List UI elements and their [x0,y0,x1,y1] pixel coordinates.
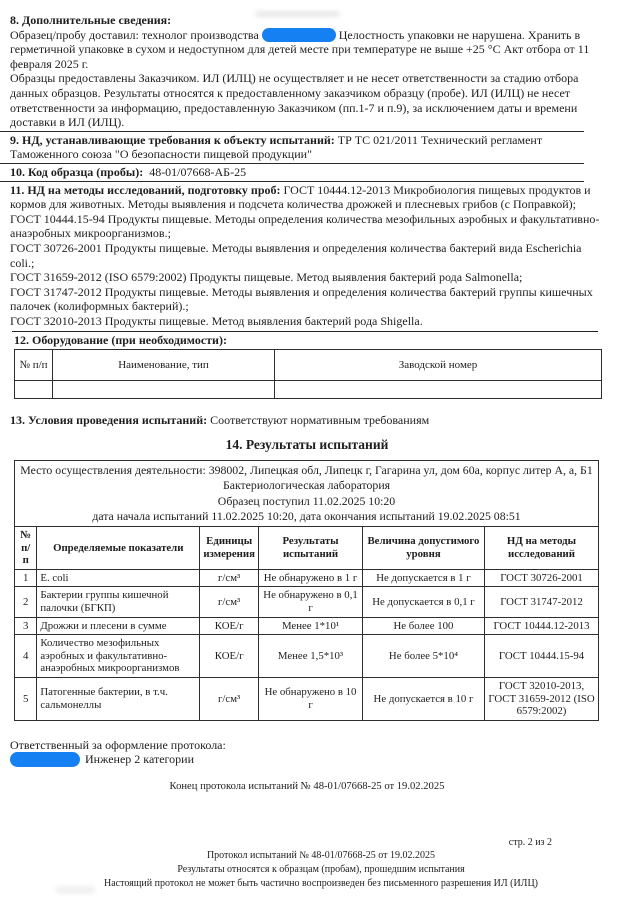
redaction-bar-signature [10,752,80,767]
empty-cell [15,381,53,399]
indicator-cell: Количество мезофильных аэробных и факультативно-анаэробных микроорганизмов [37,635,200,678]
section-12-label: 12. Оборудование (при необходимости): [14,333,227,348]
gost-item: ГОСТ 32010-2013 Продукты пищевые. Метод выявления бактерий рода Shigella. [10,313,423,328]
divider [0,181,584,182]
equipment-col-header: Заводской номер [275,350,602,381]
section-11 [10,183,604,329]
section-8 [10,13,604,130]
section-11-label: 11. НД на методы исследований, подготовку проб: [10,182,281,197]
section-8-paragraph-2: Образцы предоставлены Заказчиком. ИЛ (ИЛЦ) не осуществляет и не несет ответственности за стадию отбора данных образцов. Результаты относятся к предоставленному заказчиком образцу (пробе). ИЛ (ИЛЦ) не несет ответственности за информацию, предоставленную Заказчиком (пп.1-7 и п.9), за исключением даты и времени доставки в ИЛ (ИЛЦ). [10,71,579,130]
unit-cell: г/см³ [200,569,259,587]
results-col-header: Результаты испытаний [259,527,363,570]
section-9-label: 9. НД, устанавливающие требования к объекту испытаний: [10,132,335,147]
empty-cell [53,381,275,399]
method-cell: ГОСТ 32010-2013, ГОСТ 31659-2012 (ISO 6579:2002) [485,678,599,721]
table-row [15,587,599,617]
method-cell: ГОСТ 10444.15-94 [485,635,599,678]
method-cell: ГОСТ 10444.12-2013 [485,617,599,635]
results-table [14,526,599,721]
result-cell: Не обнаружено в 0,1 г [259,587,363,617]
section-13-label: 13. Условия проведения испытаний: [10,413,208,428]
section-10-label: 10. Код образца (пробы): [10,164,144,179]
limit-cell: Не допускается в 1 г [362,569,484,587]
test-dates: дата начала испытаний 11.02.2025 10:20, дата окончания испытаний 19.02.2025 08:51 [92,508,521,523]
section-8-title: 8. Дополнительные сведения: [10,13,172,27]
document-body [10,13,604,795]
limit-cell: Не допускается в 10 г [362,678,484,721]
empty-cell [275,381,602,399]
row-number: 1 [15,569,37,587]
results-col-header: Определяемые показатели [37,527,200,570]
table-row [15,635,599,678]
results-col-header: Величина допустимого уровня [362,527,484,570]
gost-item: ГОСТ 31747-2012 Продукты пищевые. Методы выявления и определения количества бактерий группы кишечных палочек (колиформных бактерий).; [10,284,593,314]
page-number: стр. 2 из 2 [508,837,552,848]
packaging-text: Целостность упаковки не нарушена. Хранить в герметичной упаковке в сухом и недоступном для детей месте при температуре не выше +25 °С Акт отбора от 11 февраля 2025 г. [10,27,590,71]
divider [12,331,598,332]
equipment-col-header: № п/п [15,350,53,381]
section-14-title: 14. Результаты испытаний [225,436,389,452]
result-cell: Менее 1,5*10³ [259,635,363,678]
section-9-text: ТР ТС 021/2011 Технический регламент Таможенного союза "О безопасности пищевой продукции" [10,132,543,162]
row-number: 3 [15,617,37,635]
section-11-intro [10,183,604,241]
result-cell: Не обнаружено в 10 г [259,678,363,721]
responsible-block [10,738,604,768]
limit-cell: Не допускается в 0,1 г [362,587,484,617]
equipment-col-header: Наименование, тип [53,350,275,381]
section-13-text: Соответствуют нормативным требованиям [210,413,430,428]
unit-cell: КОЕ/г [200,617,259,635]
unit-cell: г/см³ [200,587,259,617]
result-cell: Менее 1*10¹ [259,617,363,635]
sample-code: 48-01/07668-АБ-25 [149,164,247,179]
results-col-header: Единицы измерения [200,527,259,570]
footer-results-line: Результаты относятся к образцам (пробам), прошедшим испытания [177,863,465,875]
results-col-header: № п/п [15,527,37,570]
unit-cell: г/см³ [200,678,259,721]
indicator-cell: E. coli [37,569,200,587]
activity-place: Место осуществления деятельности: 398002, Липецкая обл, Липецк г, Гагарина ул, дом 60а, корпус литер А, а, Б1 [20,463,593,478]
responsible-label: Ответственный за оформление протокола: [10,737,226,752]
indicator-cell: Дрожжи и плесени в сумме [37,617,200,635]
row-number: 4 [15,635,37,678]
table-row [15,678,599,721]
footer-protocol-line: Протокол испытаний № 48-01/07668-25 от 19.02.2025 [206,850,436,861]
redaction-bar-deliverer [262,28,336,42]
limit-cell: Не более 100 [362,617,484,635]
row-number: 5 [15,678,37,721]
gost-item: ГОСТ 30726-2001 Продукты пищевые. Методы выявления и определения количества бактерий вида Escherichia coli.; [10,240,582,270]
limit-cell: Не более 5*10⁴ [362,635,484,678]
table-row [15,569,599,587]
footer-copyright-line: Настоящий протокол не может быть частично воспроизведен без письменного разрешения ИЛ (ИЛЦ) [103,877,538,889]
results-col-header: НД на методы исследований [485,527,599,570]
section-9 [10,133,604,162]
row-number: 2 [15,587,37,617]
laboratory-name: Бактериологическая лаборатория [222,478,391,493]
results-header-row [15,527,599,570]
section-12 [10,333,604,399]
unit-cell: КОЕ/г [200,635,259,678]
section-8-paragraph-1 [10,28,604,72]
indicator-cell: Патогенные бактерии, в т.ч. сальмонеллы [37,678,200,721]
protocol-end-line: Конец протокола испытаний № 48-01/07668-25 от 19.02.2025 [169,781,445,793]
indicator-cell: Бактерии группы кишечной палочки (БГКП) [37,587,200,617]
section-13 [10,413,604,428]
section-10 [10,165,604,180]
equipment-empty-row [15,381,602,399]
result-cell: Не обнаружено в 1 г [259,569,363,587]
delivered-by-text: Образец/пробу доставил: технолог производства [10,27,259,42]
results-meta-box [14,460,599,527]
sample-received: Образец поступил 11.02.2025 10:20 [217,493,396,508]
divider [0,163,584,164]
equipment-table [14,349,602,399]
gost-item: ГОСТ 10444.12-2013 Микробиология пищевых продуктов и кормов для животных. Методы выявления и подсчета количества дрожжей и плесневых грибов (с Поправкой); ГОСТ 10444.15-94 Продукты пищевые. Методы определения количества мезофильных аэробных и факультативно-анаэробных микроорганизмов.; [10,182,600,241]
page-footer [0,849,642,890]
method-cell: ГОСТ 30726-2001 [485,569,599,587]
method-cell: ГОСТ 31747-2012 [485,587,599,617]
divider [0,131,584,132]
table-row [15,617,599,635]
responsible-signature-line [10,752,604,767]
gost-item: ГОСТ 31659-2012 (ISO 6579:2002) Продукты пищевые. Метод выявления бактерий рода Salmonella; [10,270,523,285]
responsible-position: Инженер 2 категории [85,752,194,767]
